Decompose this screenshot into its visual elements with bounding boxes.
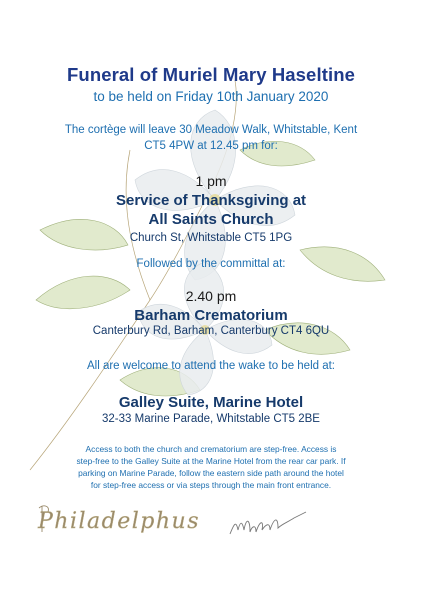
date-subtitle: to be held on Friday 10th January 2020 bbox=[93, 89, 329, 104]
committal-venue: Barham Crematorium bbox=[134, 307, 288, 324]
service-time: 1 pm bbox=[195, 173, 227, 189]
access-information bbox=[56, 443, 366, 491]
committal-intro: Followed by the committal at: bbox=[136, 258, 286, 270]
service-address: Church St, Whitstable CT5 1PG bbox=[129, 232, 293, 244]
service-venue-line: Service of Thanksgiving at bbox=[115, 192, 307, 209]
access-line: for step-free access or via steps through the main front entrance. bbox=[90, 480, 332, 490]
committal-time: 2.40 pm bbox=[185, 288, 237, 304]
cortege-line: The cortège will leave 30 Meadow Walk, Whitstable, Kent bbox=[64, 124, 358, 136]
access-line: step-free to the Galley Suite at the Marine Hotel from the rear car park. If bbox=[76, 456, 346, 466]
cortege-details bbox=[40, 122, 382, 154]
artist-signature bbox=[226, 508, 308, 542]
cortege-line: CT5 4PW at 12.45 pm for: bbox=[144, 140, 278, 152]
wake-intro: All are welcome to attend the wake to be held at: bbox=[86, 360, 336, 372]
service-venue bbox=[0, 191, 422, 229]
access-line: Access to both the church and crematorium are step-free. Access is bbox=[85, 444, 337, 454]
wake-address: 32-33 Marine Parade, Whitstable CT5 2BE bbox=[102, 413, 320, 425]
wake-venue: Galley Suite, Marine Hotel bbox=[118, 394, 304, 411]
access-line: parking on Marine Parade, follow the eastern side path around the hotel bbox=[78, 468, 344, 478]
page-title: Funeral of Muriel Mary Haseltine bbox=[67, 64, 355, 85]
service-venue-line: All Saints Church bbox=[148, 211, 274, 228]
illustration-caption bbox=[36, 496, 216, 540]
committal-address: Canterbury Rd, Barham, Canterbury CT4 6QU bbox=[92, 325, 330, 337]
caption-text: Philadelphus bbox=[38, 509, 201, 534]
